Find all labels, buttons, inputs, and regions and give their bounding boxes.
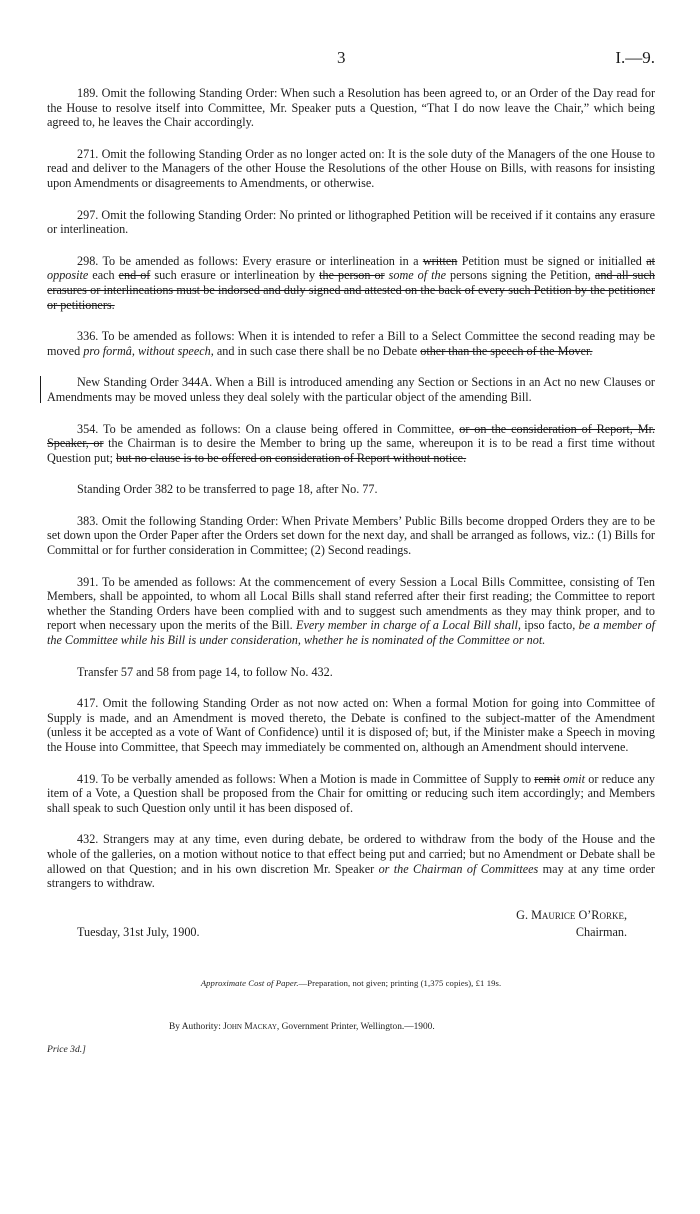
standing-order-paragraph — [47, 575, 655, 648]
cost-text: —Preparation, not given; printing (1,375 copies), £1 19s. — [298, 977, 502, 988]
price-note: Price 3d.] — [47, 1043, 86, 1055]
inserted-text: or the Chairman of Committees — [378, 861, 539, 876]
paper-reference: I.—9. — [615, 48, 655, 67]
signatory-role: Chairman. — [575, 924, 627, 939]
paragraph-text: may at any time order strangers to withdraw. — [47, 861, 655, 891]
paragraph-text: 271. Omit the following Standing Order as no longer acted on: It is the sole duty of the Managers of the one House to read and deliver to the Managers of the other House the Resolutions of the other House on Bills, with reasons for insisting upon Amendments or disagreements to Amendments, or otherwise. — [47, 146, 655, 190]
paragraph-text: persons signing the Petition, — [446, 268, 595, 283]
paragraph-text: 297. Omit the following Standing Order: No printed or lithographed Petition will be received if it contains any erasure or interlineation. — [47, 207, 655, 237]
inserted-text: some of the — [388, 268, 447, 283]
cost-label: Approximate Cost of Paper. — [200, 977, 299, 988]
printer-imprint — [47, 1022, 655, 1032]
standing-order-paragraph — [47, 772, 655, 816]
paragraph-text: 383. Omit the following Standing Order: When Private Members’ Public Bills become dropped Orders they are to be set down upon the Order Paper after the Orders set down for the next day, and shall be arranged as follows, viz.: (1) Bills for Committal or for further consideration in Committee; (2) Second readings. — [47, 513, 655, 558]
standing-order-paragraph — [47, 208, 655, 237]
inserted-text: Every member in charge of a Local Bill shall, — [296, 618, 521, 633]
standing-order-paragraph — [47, 422, 655, 466]
struck-text: remit — [534, 771, 561, 786]
struck-text: and all such erasures or interlineations must be indorsed and duly signed and attested on the back of every such Petition by the petitioner or petitioners. — [47, 268, 656, 312]
paragraph-text: 432. Strangers may at any time, even during debate, be ordered to withdraw from the body of the House and the whole of the galleries, on a motion without notice to that effect being put and carried; but no Amendment or Debate shall be allowed on that Question; and in his own discretion Mr. Speaker — [47, 832, 655, 876]
struck-text: other than the speech of the Mover. — [420, 343, 593, 358]
signature-date: Tuesday, 31st July, 1900. — [77, 924, 200, 939]
struck-text: written — [422, 253, 458, 268]
printer-name: John Mackay — [223, 1021, 277, 1032]
paragraph-text: the Chairman is to desire the Member to bring up the same, whereupon it is to be read a first time without Question put; — [47, 436, 655, 465]
standing-order-paragraph — [47, 696, 655, 754]
paragraph-text: ipso facto, — [520, 618, 579, 633]
signatory-name: G. Maurice O’Rorke, — [516, 907, 627, 922]
paragraph-text: Standing Order 382 to be transferred to page 18, after No. 77. — [77, 482, 378, 497]
struck-text: the person or — [319, 268, 385, 283]
paragraph-text: such erasure or interlineation by — [150, 268, 320, 283]
standing-order-paragraph — [47, 329, 655, 358]
paragraph-text: New Standing Order 344A. When a Bill is introduced amending any Section or Sections in an Act no new Clauses or Amendments may be moved unless they deal solely with the particular object of the amending Bill. — [47, 375, 655, 404]
paragraph-text: each — [88, 268, 119, 283]
standing-order-paragraph — [47, 254, 655, 312]
paragraph-text: 417. Omit the following Standing Order as not now acted on: When a formal Motion for going into Committee of Supply is made, and an Amendment is moved thereto, the Debate is confined to the subject-matter of the Amendment (unless it be accepted as a vote of Want of Confidence) until it is disposed of; but, if the Minister make a Speech in moving the House into Committee, that Speech may immediately be commented on, although an Amendment should intervene. — [47, 696, 655, 754]
standing-order-paragraph — [47, 665, 655, 680]
inserted-text: pro formâ, without speech, — [83, 343, 214, 358]
standing-orders-body — [47, 86, 655, 891]
paragraph-text: 298. To be amended as follows: Every erasure or interlineation in a — [77, 253, 423, 268]
struck-text: but no clause is to be offered on consideration of Report without notice. — [116, 450, 467, 465]
struck-text: end of — [118, 268, 151, 283]
page-number: 3 — [337, 48, 346, 67]
paragraph-text: or reduce any item of a Vote, a Question shall be proposed from the Chair for omitting or reducing such item accordingly; and Members shall speak to such Question only until it has been disposed of. — [47, 771, 655, 815]
signature-block — [47, 908, 655, 956]
imprint-suffix: , Government Printer, Wellington.—1900. — [276, 1021, 435, 1032]
paragraph-text: Transfer 57 and 58 from page 14, to follow No. 432. — [77, 664, 333, 679]
paragraph-text: 336. To be amended as follows: When it is intended to refer a Bill to a Select Committee the second reading may be moved — [47, 329, 655, 358]
struck-text: or on the consideration of Report, Mr. Speaker, or — [47, 421, 655, 451]
cost-note — [47, 978, 655, 988]
paragraph-text: 419. To be verbally amended as follows: When a Motion is made in Committee of Supply to — [77, 771, 535, 786]
inserted-text: be a member of the Committee while his Bill is under consideration, whether he is nominated of the Committee or not. — [47, 618, 655, 648]
paragraph-text: 189. Omit the following Standing Order: When such a Resolution has been agreed to, or an Order of the Day read for the House to resolve itself into Committee, Mr. Speaker puts a Question, “That I do now leave the Chair,” which being agreed to, he leaves the Chair accordingly. — [47, 86, 655, 130]
imprint-prefix: By Authority: — [169, 1021, 224, 1032]
standing-order-paragraph — [47, 514, 655, 558]
inserted-text: opposite — [47, 268, 89, 283]
paragraph-text: Petition must be signed or initialled — [457, 253, 647, 268]
inserted-text: omit — [563, 771, 585, 786]
standing-order-paragraph — [47, 832, 655, 890]
standing-order-paragraph — [47, 147, 655, 191]
struck-text: at — [646, 253, 655, 268]
page-header — [47, 48, 655, 70]
paragraph-text: 354. To be amended as follows: On a clause being offered in Committee, — [77, 421, 460, 436]
marked-paragraph — [47, 375, 655, 404]
paragraph-text: and in such case there shall be no Debate — [213, 343, 421, 358]
standing-order-paragraph — [47, 86, 655, 130]
paragraph-text: 391. To be amended as follows: At the commencement of every Session a Local Bills Committee, consisting of Ten Members, shall be appointed, to whom all Local Bills shall stand referred after their first reading; the Committee to report whether the Standing Orders have been complied with and to suggest such amendments as they may think proper, and to report when necessary upon the merits of the Bill. — [47, 574, 655, 633]
document-page — [47, 48, 655, 1055]
standing-order-paragraph — [47, 482, 655, 497]
